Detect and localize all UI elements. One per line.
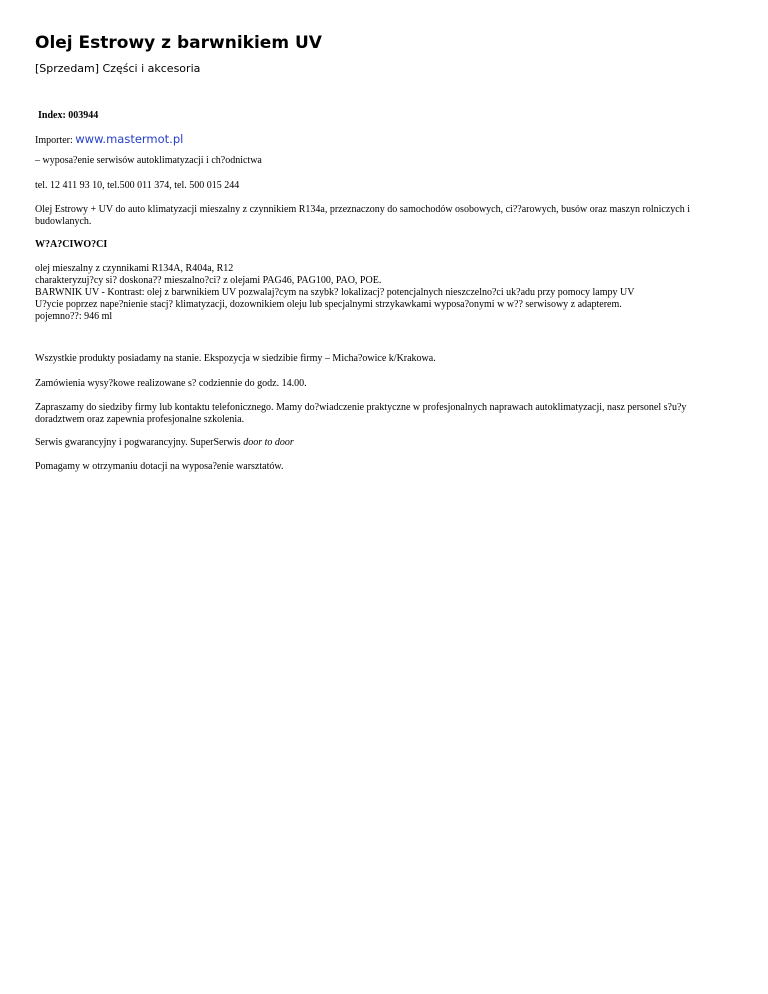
service-line	[35, 437, 294, 449]
page-title: Olej Estrowy z barwnikiem UV	[35, 33, 322, 53]
orders-line: Zamówienia wysy?kowe realizowane s? codziennie do godz. 14.00.	[35, 378, 307, 389]
property-item: BARWNIK UV - Kontrast: olej z barwnikiem UV pozwalaj?cym na szybk? lokalizacj? potencjalnych nieszczelno?ci uk?adu przy pomocy lampy UV	[35, 287, 635, 298]
importer-link[interactable]: www.mastermot.pl	[75, 132, 184, 146]
index-line: Index: 003944	[38, 110, 99, 121]
capacity-line: pojemno??: 946 ml	[35, 311, 113, 322]
grants-line: Pomagamy w otrzymaniu dotacji na wyposa?enie warsztatów.	[35, 461, 284, 472]
service-emphasis: door to door	[243, 437, 294, 448]
importer-line	[35, 133, 183, 147]
properties-list	[35, 263, 634, 311]
category-label: [Sprzedam] Części i akcesoria	[35, 62, 201, 75]
property-item: U?ycie poprzez nape?nienie stacj? klimatyzacji, dozownikiem oleju lub specjalnymi strzykawkami wyposa?onymi w w?? serwisowy z adapterem.	[35, 299, 622, 310]
phone-line: tel. 12 411 93 10, tel.500 011 374, tel. 500 015 244	[35, 180, 240, 191]
property-item: charakteryzuj?cy si? doskona?? mieszalno?ci? z olejami PAG46, PAG100, PAO, POE.	[35, 275, 382, 286]
product-description: Olej Estrowy + UV do auto klimatyzacji mieszalny z czynnikiem R134a, przeznaczony do samochodów osobowych, ci??arowych, busów oraz maszyn rolniczych i budowlanych.	[35, 204, 690, 227]
properties-heading: W?A?CIWO?CI	[35, 239, 108, 250]
equipment-line: – wyposa?enie serwisów autoklimatyzacji i ch?odnictwa	[35, 155, 262, 166]
stock-line: Wszystkie produkty posiadamy na stanie. Ekspozycja w siedzibie firmy – Micha?owice k/Krakowa.	[35, 353, 436, 364]
invite-paragraph: Zapraszamy do siedziby firmy lub kontaktu telefonicznego. Mamy do?wiadczenie praktyczne w profesjonalnych naprawach autoklimatyzacji, nasz personel s?u?y doradztwem oraz zapewnia profesjonalne szkolenia.	[35, 402, 687, 425]
property-item: olej mieszalny z czynnikami R134A, R404a, R12	[35, 263, 234, 274]
importer-label: Importer:	[35, 135, 73, 146]
service-text: Serwis gwarancyjny i pogwarancyjny. SuperSerwis	[35, 437, 244, 448]
